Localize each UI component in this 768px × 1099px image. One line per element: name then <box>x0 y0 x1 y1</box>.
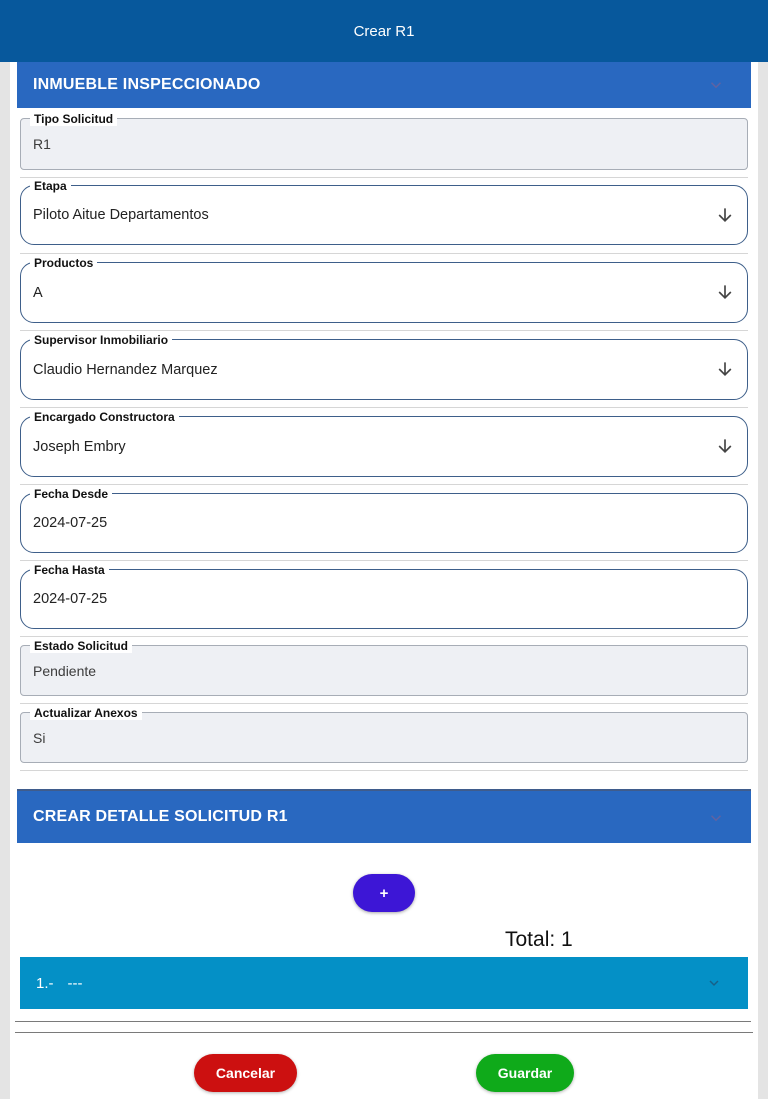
field-label: Fecha Desde <box>30 487 112 501</box>
page-title: Crear R1 <box>353 22 415 40</box>
supervisor-select[interactable] <box>20 339 748 400</box>
field-label: Tipo Solicitud <box>30 112 117 126</box>
divider <box>20 770 748 771</box>
divider <box>20 636 748 637</box>
field-value: Piloto Aitue Departamentos <box>33 207 209 223</box>
field-fecha-hasta <box>20 563 748 629</box>
productos-select[interactable] <box>20 262 748 323</box>
divider <box>20 253 748 254</box>
chevron-down-icon[interactable] <box>707 809 725 827</box>
section-header-detalle[interactable] <box>17 789 751 843</box>
cancel-button[interactable]: Cancelar <box>194 1054 297 1092</box>
field-productos <box>20 256 748 323</box>
chevron-down-icon[interactable] <box>707 76 725 94</box>
fecha-hasta-input[interactable] <box>20 569 748 629</box>
arrow-down-icon <box>715 436 735 456</box>
detail-item-index: 1.- <box>36 974 54 992</box>
divider <box>15 1032 753 1033</box>
divider <box>20 177 748 178</box>
field-actualizar-anexos <box>20 706 748 763</box>
field-label: Etapa <box>30 179 71 193</box>
detail-item-text: --- <box>67 974 83 992</box>
add-detail-button[interactable]: + <box>353 874 415 912</box>
divider <box>20 330 748 331</box>
divider <box>20 560 748 561</box>
field-value: 2024-07-25 <box>33 515 108 531</box>
divider <box>15 1021 751 1022</box>
field-value: Pendiente <box>33 662 97 679</box>
form-card <box>10 62 758 1099</box>
field-value: Joseph Embry <box>33 438 126 455</box>
section-title: INMUEBLE INSPECCIONADO <box>33 76 261 93</box>
field-label: Actualizar Anexos <box>30 706 142 720</box>
etapa-select[interactable] <box>20 185 748 245</box>
field-label: Supervisor Inmobiliario <box>30 333 172 347</box>
field-value: A <box>33 284 43 301</box>
field-label: Estado Solicitud <box>30 639 132 653</box>
field-value: 2024-07-25 <box>33 591 108 607</box>
field-fecha-desde <box>20 487 748 553</box>
arrow-down-icon <box>715 282 735 302</box>
chevron-down-icon[interactable] <box>706 975 722 991</box>
tipo-solicitud-field <box>20 118 748 170</box>
top-app-bar <box>0 0 768 62</box>
total-count: Total: 1 <box>505 928 573 951</box>
fecha-desde-input[interactable] <box>20 493 748 553</box>
section-header-inmueble[interactable] <box>17 62 751 108</box>
detail-item[interactable] <box>20 957 748 1009</box>
field-value: Claudio Hernandez Marquez <box>33 361 218 378</box>
divider <box>20 407 748 408</box>
field-etapa <box>20 179 748 245</box>
section-title: CREAR DETALLE SOLICITUD R1 <box>33 808 288 825</box>
field-value: Si <box>33 729 46 746</box>
field-estado-solicitud <box>20 639 748 696</box>
save-button[interactable]: Guardar <box>476 1054 574 1092</box>
arrow-down-icon <box>715 205 735 225</box>
divider <box>20 484 748 485</box>
field-encargado <box>20 410 748 477</box>
field-tipo-solicitud <box>20 112 748 170</box>
arrow-down-icon <box>715 359 735 379</box>
field-value: R1 <box>33 136 51 152</box>
field-label: Encargado Constructora <box>30 410 179 424</box>
divider <box>20 703 748 704</box>
encargado-select[interactable] <box>20 416 748 477</box>
field-label: Fecha Hasta <box>30 563 109 577</box>
field-label: Productos <box>30 256 97 270</box>
field-supervisor <box>20 333 748 400</box>
